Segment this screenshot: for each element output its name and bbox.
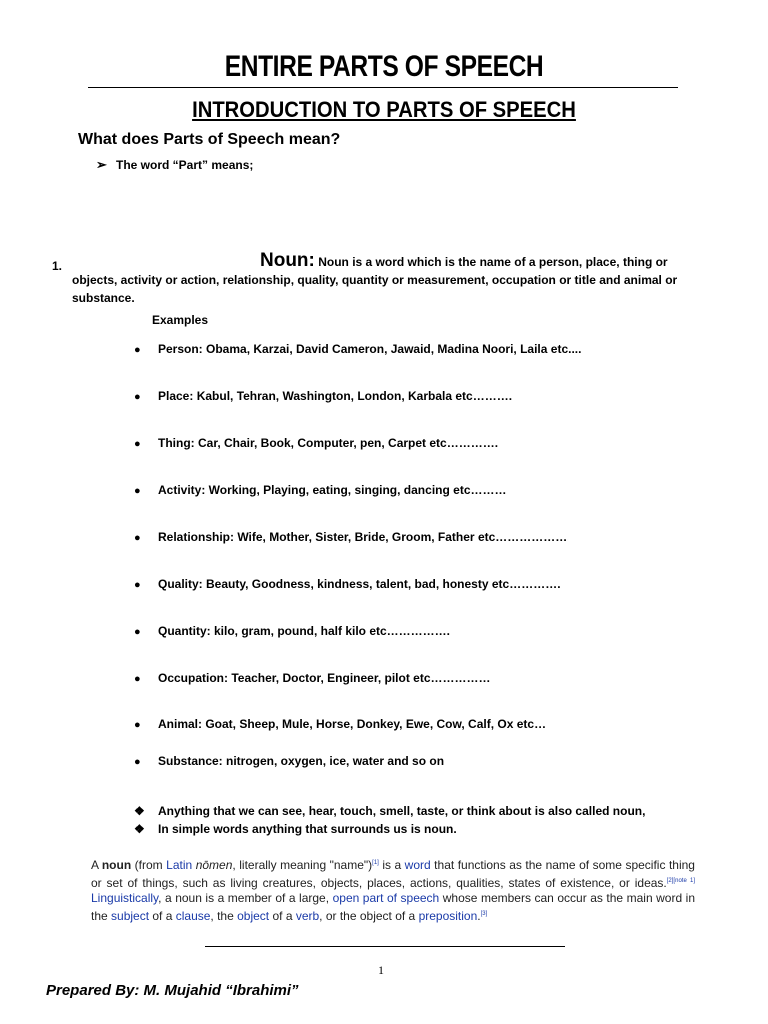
link-open-part-of-speech[interactable]: open part of speech: [332, 891, 440, 906]
arrow-bullet-icon: ➢: [96, 157, 107, 172]
list-item: [134, 624, 450, 638]
list-item-text: Relationship: Wife, Mother, Sister, Bride, Groom, Father etc………………: [158, 530, 568, 544]
round-bullet-icon: ●: [134, 438, 141, 450]
list-item-text: Occupation: Teacher, Doctor, Engineer, pilot etc……………: [158, 671, 491, 685]
noun-definition-paragraph: [72, 252, 682, 307]
list-item-text: Substance: nitrogen, oxygen, ice, water and so on: [158, 754, 445, 768]
list-item: [134, 389, 512, 403]
round-bullet-icon: ●: [134, 756, 141, 768]
list-item-text: Thing: Car, Chair, Book, Computer, pen, Carpet etc………….: [158, 436, 499, 450]
link-subject[interactable]: subject: [111, 908, 150, 923]
wikipedia-excerpt: A noun (from Latin nōmen, literally meaning "name")[1] is a word that functions as the name of some specific thing or set of things, such as living creatures, objects, places, actions, qualities, states of existence, or ideas.[2][note 1] Linguistically, a noun is a member of a large, open part of speech whose members can occur as the main word in the subject of a clause, the object of a verb, or the object of a preposition.[3]: [91, 858, 696, 923]
citation-3[interactable]: [3]: [480, 910, 488, 917]
list-item: [134, 717, 546, 731]
author-credit: [46, 982, 299, 999]
list-item-text: Animal: Goat, Sheep, Mule, Horse, Donkey, Ewe, Cow, Calf, Ox etc…: [158, 717, 547, 731]
prepared-label: Prepared By: [46, 982, 135, 999]
list-item: [134, 483, 507, 497]
footer-divider: [205, 946, 565, 947]
page-number: 1: [378, 963, 384, 977]
noun-definition: Noun is a word which is the name of a person, place, thing or objects, activity or action, relationship, quality, quantity or measurement, occupation or title and animal or substance.: [72, 255, 678, 305]
title-divider: [88, 87, 678, 88]
list-item-text: Quality: Beauty, Goodness, kindness, talent, bad, honesty etc………….: [158, 577, 561, 591]
list-item: [134, 530, 567, 544]
list-item: [134, 671, 491, 685]
author-name: : M. Mujahid “Ibrahimi”: [134, 982, 299, 999]
list-item: [134, 577, 561, 591]
list-number: 1.: [52, 259, 63, 273]
noun-term: noun: [101, 858, 132, 872]
arrow-item-text: The word “Part” means;: [116, 158, 254, 172]
round-bullet-icon: ●: [134, 344, 141, 356]
examples-label: Examples: [152, 313, 209, 327]
round-bullet-icon: ●: [134, 673, 141, 685]
link-verb[interactable]: verb: [295, 908, 320, 923]
round-bullet-icon: ●: [134, 391, 141, 403]
link-latin[interactable]: Latin: [166, 858, 193, 872]
arrow-item: [96, 157, 253, 173]
round-bullet-icon: ●: [134, 719, 141, 731]
note-text: Anything that we can see, hear, touch, smell, taste, or think about is also called noun,: [158, 804, 646, 818]
document-title: ENTIRE PARTS OF SPEECH: [224, 50, 544, 83]
note-item: [134, 804, 645, 818]
question-heading: What does Parts of Speech mean?: [78, 131, 341, 148]
link-linguistically[interactable]: Linguistically: [91, 891, 159, 906]
list-item: [134, 754, 444, 768]
list-item: [134, 342, 581, 356]
list-item: [134, 436, 498, 450]
round-bullet-icon: ●: [134, 532, 141, 544]
list-item-text: Place: Kabul, Tehran, Washington, London, Karbala etc……….: [158, 389, 513, 403]
note-text: In simple words anything that surrounds us is noun.: [158, 822, 457, 836]
list-item-text: Activity: Working, Playing, eating, singing, dancing etc………: [158, 483, 507, 497]
note-item: [134, 822, 457, 836]
round-bullet-icon: ●: [134, 485, 141, 497]
diamond-bullet-icon: ❖: [134, 822, 145, 836]
citation-2[interactable]: [2][note 1]: [666, 877, 696, 884]
list-item-text: Quantity: kilo, gram, pound, half kilo etc…………….: [158, 624, 451, 638]
round-bullet-icon: ●: [134, 626, 141, 638]
link-object[interactable]: object: [237, 908, 270, 923]
link-word[interactable]: word: [404, 858, 431, 872]
link-preposition[interactable]: preposition: [418, 908, 478, 923]
citation-1[interactable]: [1]: [372, 860, 379, 866]
section-title: INTRODUCTION TO PARTS OF SPEECH: [192, 97, 576, 122]
list-item-text: Person: Obama, Karzai, David Cameron, Jawaid, Madina Noori, Laila etc....: [158, 342, 582, 356]
link-clause[interactable]: clause: [175, 908, 211, 923]
latin-word: nōmen: [195, 858, 233, 872]
diamond-bullet-icon: ❖: [134, 804, 145, 818]
noun-heading: Noun:: [260, 250, 315, 271]
round-bullet-icon: ●: [134, 579, 141, 591]
